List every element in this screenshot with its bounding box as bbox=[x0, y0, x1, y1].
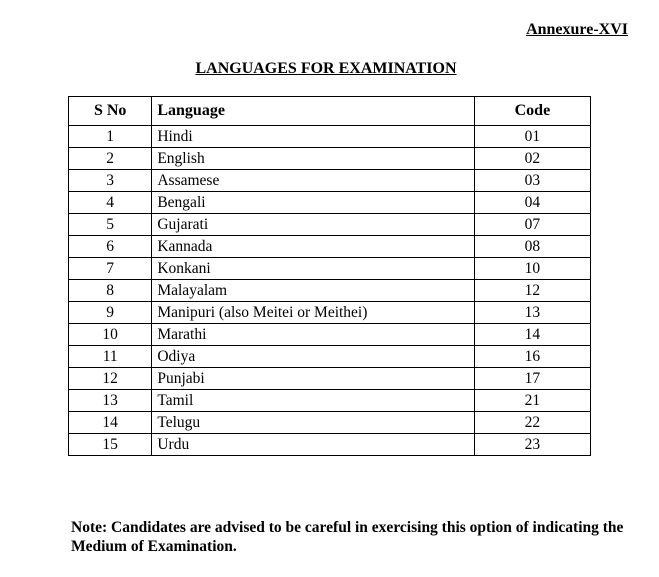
table-row bbox=[69, 324, 591, 346]
table-row bbox=[69, 280, 591, 302]
cell-language: Hindi bbox=[152, 126, 474, 148]
annexure-label: Annexure-XVI bbox=[526, 21, 628, 38]
table-row bbox=[69, 236, 591, 258]
cell-language: Punjabi bbox=[152, 368, 474, 390]
cell-sno: 14 bbox=[69, 412, 152, 434]
cell-sno: 10 bbox=[69, 324, 152, 346]
cell-sno: 15 bbox=[69, 434, 152, 456]
header-language: Language bbox=[152, 97, 474, 126]
cell-sno: 13 bbox=[69, 390, 152, 412]
table-row bbox=[69, 368, 591, 390]
cell-sno: 1 bbox=[69, 126, 152, 148]
cell-code: 01 bbox=[474, 126, 590, 148]
cell-code: 23 bbox=[474, 434, 590, 456]
page-title: LANGUAGES FOR EXAMINATION bbox=[195, 60, 457, 77]
header-code: Code bbox=[474, 97, 590, 126]
cell-language: English bbox=[152, 148, 474, 170]
cell-code: 02 bbox=[474, 148, 590, 170]
cell-language: Gujarati bbox=[152, 214, 474, 236]
cell-code: 10 bbox=[474, 258, 590, 280]
table-row bbox=[69, 434, 591, 456]
table-row bbox=[69, 192, 591, 214]
cell-language: Telugu bbox=[152, 412, 474, 434]
table-row bbox=[69, 148, 591, 170]
cell-code: 04 bbox=[474, 192, 590, 214]
languages-table bbox=[68, 96, 591, 456]
cell-code: 13 bbox=[474, 302, 590, 324]
cell-code: 16 bbox=[474, 346, 590, 368]
cell-sno: 4 bbox=[69, 192, 152, 214]
cell-sno: 6 bbox=[69, 236, 152, 258]
cell-sno: 8 bbox=[69, 280, 152, 302]
cell-language: Konkani bbox=[152, 258, 474, 280]
cell-language: Odiya bbox=[152, 346, 474, 368]
cell-sno: 11 bbox=[69, 346, 152, 368]
cell-language: Assamese bbox=[152, 170, 474, 192]
table-row bbox=[69, 170, 591, 192]
cell-sno: 7 bbox=[69, 258, 152, 280]
cell-language: Urdu bbox=[152, 434, 474, 456]
table-row bbox=[69, 412, 591, 434]
cell-code: 14 bbox=[474, 324, 590, 346]
table-row bbox=[69, 214, 591, 236]
table-row bbox=[69, 126, 591, 148]
table-header-row bbox=[69, 97, 591, 126]
cell-code: 07 bbox=[474, 214, 590, 236]
cell-code: 03 bbox=[474, 170, 590, 192]
cell-code: 21 bbox=[474, 390, 590, 412]
cell-code: 08 bbox=[474, 236, 590, 258]
cell-sno: 9 bbox=[69, 302, 152, 324]
cell-language: Kannada bbox=[152, 236, 474, 258]
cell-language: Malayalam bbox=[152, 280, 474, 302]
cell-code: 12 bbox=[474, 280, 590, 302]
cell-language: Marathi bbox=[152, 324, 474, 346]
table-row bbox=[69, 302, 591, 324]
cell-code: 22 bbox=[474, 412, 590, 434]
cell-sno: 3 bbox=[69, 170, 152, 192]
table-row bbox=[69, 258, 591, 280]
cell-sno: 5 bbox=[69, 214, 152, 236]
cell-code: 17 bbox=[474, 368, 590, 390]
cell-language: Tamil bbox=[152, 390, 474, 412]
table-row bbox=[69, 346, 591, 368]
cell-language: Bengali bbox=[152, 192, 474, 214]
note-text: Note: Candidates are advised to be careful in exercising this option of indicating the Medium of Examination. bbox=[71, 519, 624, 555]
cell-language: Manipuri (also Meitei or Meithei) bbox=[152, 302, 474, 324]
header-sno: S No bbox=[69, 97, 152, 126]
table-row bbox=[69, 390, 591, 412]
cell-sno: 12 bbox=[69, 368, 152, 390]
cell-sno: 2 bbox=[69, 148, 152, 170]
